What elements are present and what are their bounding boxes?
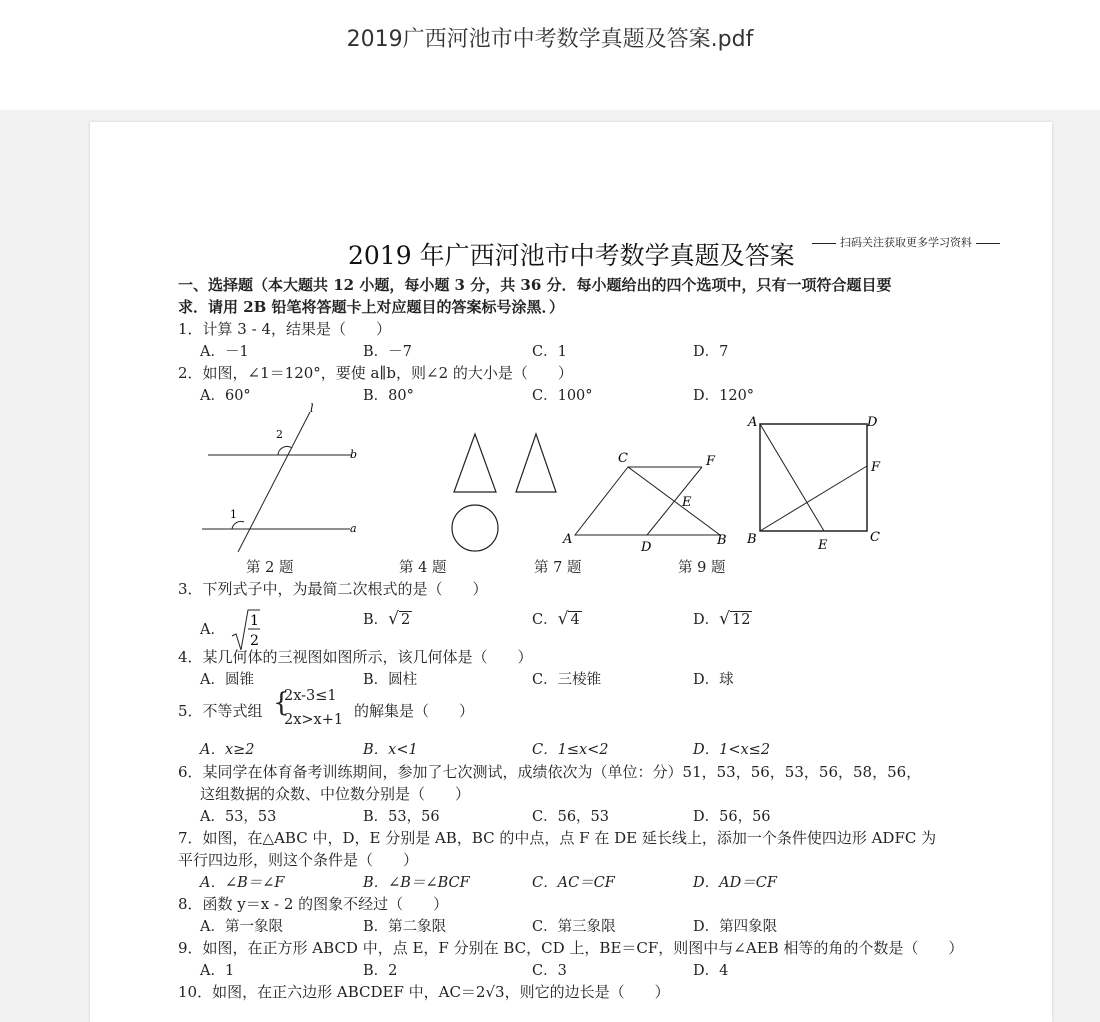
question-4: 4．某几何体的三视图如图所示，该几何体是（ ）	[178, 648, 533, 666]
caption-fig4: 第 4 题	[399, 560, 447, 576]
q8-option-c: C．第三象限	[532, 919, 616, 935]
question-1: 1．计算 3 - 4，结果是（ ）	[178, 320, 392, 338]
caption-fig9: 第 9 题	[678, 560, 726, 576]
fig2-label-a: a	[350, 522, 357, 535]
section-heading-line2: 求．请用 2B 铅笔将答题卡上对应题目的答案标号涂黑．）	[178, 298, 565, 316]
document-title: 2019 年广西河池市中考数学真题及答案	[348, 241, 795, 270]
fig7-label-f: F	[706, 454, 716, 469]
section-heading-line1: 一、选择题（本大题共 12 小题，每小题 3 分，共 36 分．每小题给出的四个选项中，只有一项符合题目要	[178, 276, 892, 294]
figure-q4	[452, 434, 556, 551]
q9-option-b: B．2	[363, 963, 398, 979]
q7-option-d: D．AD＝CF	[693, 875, 777, 891]
q7-option-b: B．∠B＝∠BCF	[363, 875, 470, 891]
caption-fig7: 第 7 题	[534, 560, 582, 576]
q5-option-d: D．1<x≤2	[693, 742, 771, 758]
q3-option-c: C．√ 4	[532, 609, 580, 629]
question-5-prefix: 5．不等式组	[178, 702, 263, 720]
q3-option-a: A． 1 2	[200, 608, 262, 652]
q5-inequality-2: 2x>x+1	[284, 712, 344, 728]
q3-option-b: B．√ 2	[363, 609, 411, 629]
q7-option-a: A．∠B＝∠F	[200, 875, 285, 891]
q4-option-b: B．圆柱	[363, 672, 418, 688]
q2-option-a: A．60°	[200, 388, 251, 404]
q9-option-c: C．3	[532, 963, 567, 979]
watermark-dash-right	[976, 243, 1000, 244]
fig7-label-d: D	[641, 540, 652, 555]
fig7-label-e: E	[682, 495, 692, 510]
question-10-partial: 10．如图，在正六边形 ABCDEF 中，AC＝2√3，则它的边长是（ ）	[178, 983, 670, 1001]
question-9: 9．如图，在正方形 ABCD 中，点 E，F 分别在 BC，CD 上，BE＝CF，则图中与∠AEB 相等的角的个数是（ ）	[178, 939, 964, 957]
q2-option-d: D．120°	[693, 388, 755, 404]
svg-text:2: 2	[249, 633, 259, 649]
fig2-label-2: 2	[276, 428, 283, 441]
q6-option-b: B．53，56	[363, 809, 440, 825]
q5-option-a: A．x≥2	[200, 742, 255, 758]
q4-option-a: A．圆锥	[200, 672, 254, 688]
question-6-line1: 6．某同学在体育备考训练期间，参加了七次测试，成绩依次为（单位：分）51，53，56，53，56，58，56，	[178, 763, 922, 781]
fig9-label-a: A	[748, 415, 758, 430]
q4-option-d: D．球	[693, 672, 734, 688]
q8-option-b: B．第二象限	[363, 919, 447, 935]
q1-option-a: A．－1	[200, 344, 249, 360]
question-8: 8．函数 y＝x - 2 的图象不经过（ ）	[178, 895, 449, 913]
q6-option-a: A．53，53	[200, 809, 277, 825]
question-7-line1: 7．如图，在△ABC 中，D，E 分别是 AB，BC 的中点，点 F 在 DE 延长线上，添加一个条件使四边形 ADFC 为	[178, 829, 937, 847]
q6-option-d: D．56，56	[693, 809, 771, 825]
question-5-suffix: 的解集是（ ）	[354, 702, 475, 720]
q7-option-c: C．AC＝CF	[532, 875, 615, 891]
question-2: 2．如图，∠1＝120°，要使 a∥b，则∠2 的大小是（ ）	[178, 364, 573, 382]
figure-q9	[746, 415, 881, 553]
caption-fig2: 第 2 题	[246, 560, 294, 576]
fig9-label-d: D	[867, 415, 878, 430]
q5-option-c: C．1≤x<2	[532, 742, 609, 758]
watermark-dash-left	[812, 243, 836, 244]
q1-option-b: B．－7	[363, 344, 412, 360]
fig9-label-f: F	[871, 460, 881, 475]
q9-option-d: D．4	[693, 963, 729, 979]
q8-option-d: D．第四象限	[693, 919, 778, 935]
file-title: 2019广西河池市中考数学真题及答案.pdf	[346, 27, 754, 52]
question-3: 3．下列式子中，为最简二次根式的是（ ）	[178, 580, 488, 598]
fig2-label-1: 1	[230, 508, 237, 521]
system-brace: {	[273, 688, 290, 718]
q2-option-b: B．80°	[363, 388, 414, 404]
q2-option-c: C．100°	[532, 388, 593, 404]
q5-inequality-1: 2x-3≤1	[284, 688, 337, 704]
q1-option-c: C．1	[532, 344, 567, 360]
qr-watermark-text: 扫码关注获取更多学习资料	[808, 234, 1004, 250]
figures-row	[190, 402, 881, 572]
viewer-header	[0, 0, 1100, 110]
svg-text:1: 1	[249, 613, 259, 629]
q9-option-a: A．1	[200, 963, 235, 979]
fig9-label-e: E	[818, 538, 828, 553]
fig2-label-b: b	[350, 448, 358, 461]
q8-option-a: A．第一象限	[200, 919, 283, 935]
q6-option-c: C．56，53	[532, 809, 609, 825]
fig9-label-c: C	[870, 530, 880, 545]
q1-option-d: D．7	[693, 344, 729, 360]
q5-option-b: B．x<1	[363, 742, 418, 758]
fig7-label-c: C	[618, 451, 628, 466]
fig9-label-b: B	[747, 532, 757, 547]
question-6-line2: 这组数据的众数、中位数分别是（ ）	[200, 785, 471, 803]
figure-q2	[202, 402, 357, 552]
question-7-line2: 平行四边形，则这个条件是（ ）	[178, 851, 419, 869]
fig7-label-a: A	[563, 532, 573, 547]
pdf-page	[90, 122, 1052, 1022]
fig7-label-b: B	[717, 533, 727, 548]
q4-option-c: C．三棱锥	[532, 672, 602, 688]
figure-q7	[562, 451, 727, 555]
q3-option-d: D．√ 12	[693, 609, 751, 629]
fig2-label-l: l	[310, 402, 314, 415]
